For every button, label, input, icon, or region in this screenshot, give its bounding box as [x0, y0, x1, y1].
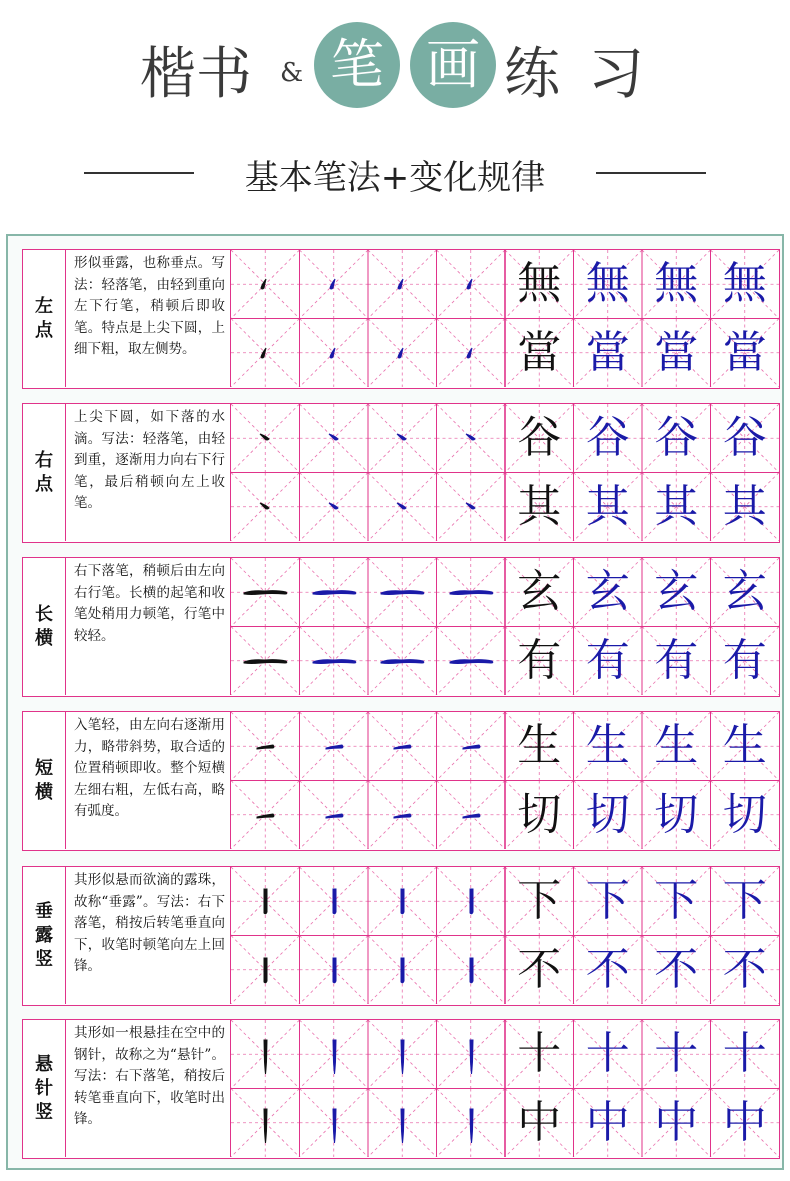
subtitle-bar — [0, 148, 790, 198]
stroke-name-char: 横 — [35, 781, 53, 803]
stroke-name — [23, 558, 66, 695]
stroke-section — [22, 711, 780, 851]
example-character: 其 — [722, 480, 767, 532]
example-character: 十 — [722, 1028, 767, 1080]
example-character: 當 — [654, 326, 699, 378]
stroke-section — [22, 403, 780, 543]
stroke-name — [23, 404, 66, 541]
example-character: 當 — [517, 326, 562, 378]
stroke-name-char: 针 — [35, 1077, 53, 1099]
stroke-name — [23, 867, 66, 1004]
example-character: 玄 — [654, 566, 699, 618]
mi-grid — [231, 250, 779, 387]
stroke-description: 其形似悬而欲滴的露珠，故称“垂露”。写法：右下落笔，稍按后转笔垂直向下，收笔时顿笔向左上回锋。 — [65, 867, 231, 1004]
stroke-description: 右下落笔，稍顿后由左向右行笔。长横的起笔和收笔处稍用力顿笔，行笔中较轻。 — [65, 558, 231, 695]
example-character: 玄 — [722, 566, 767, 618]
example-character: 下 — [517, 875, 562, 927]
example-character: 有 — [585, 634, 630, 686]
example-character: 生 — [722, 720, 767, 772]
example-character: 切 — [654, 788, 699, 840]
example-character: 谷 — [722, 412, 767, 464]
title-xi: 习 — [588, 42, 644, 107]
stroke-name-char: 露 — [35, 924, 53, 946]
title-circle-hua: 画 — [410, 22, 496, 108]
example-character: 無 — [654, 258, 699, 310]
example-character: 無 — [585, 258, 630, 310]
example-character: 生 — [654, 720, 699, 772]
example-character: 十 — [517, 1028, 562, 1080]
stroke-name-char: 长 — [35, 603, 53, 625]
example-character: 其 — [654, 480, 699, 532]
example-character: 谷 — [585, 412, 630, 464]
stroke-name-char: 竖 — [35, 948, 53, 970]
example-character: 不 — [654, 943, 699, 995]
stroke-section — [22, 1019, 780, 1159]
subtitle-right-rule — [596, 172, 706, 174]
example-character: 當 — [722, 326, 767, 378]
example-character: 中 — [722, 1096, 767, 1148]
page-title — [0, 22, 790, 112]
mi-grid — [231, 404, 779, 541]
stroke-name — [23, 712, 66, 849]
subtitle-text: 基本笔法+变化规律 — [244, 158, 546, 198]
example-character: 其 — [517, 480, 562, 532]
stroke-name-char: 左 — [35, 295, 53, 317]
stroke-name-char: 垂 — [35, 900, 53, 922]
example-character: 下 — [722, 875, 767, 927]
example-character: 中 — [517, 1096, 562, 1148]
example-character: 谷 — [517, 412, 562, 464]
example-character: 中 — [585, 1096, 630, 1148]
example-character: 十 — [585, 1028, 630, 1080]
example-character: 切 — [585, 788, 630, 840]
stroke-description: 其形如一根悬挂在空中的钢针，故称之为“悬针”。写法：右下落笔，稍按后转笔垂直向下，收笔时出锋。 — [65, 1020, 231, 1157]
stroke-description: 上尖下圆，如下落的水滴。写法：轻落笔，由轻到重，逐渐用力向右下行笔，最后稍顿向左上收笔。 — [65, 404, 231, 541]
mi-grid — [231, 1020, 779, 1157]
stroke-description: 形似垂露，也称垂点。写法：轻落笔，由轻到重向左下行笔，稍顿后即收笔。特点是上尖下圆，上细下粗，取左侧势。 — [65, 250, 231, 387]
example-character: 不 — [722, 943, 767, 995]
stroke-name-char: 点 — [35, 473, 53, 495]
stroke-name — [23, 1020, 66, 1157]
stroke-section — [22, 557, 780, 697]
stroke-name-char: 横 — [35, 627, 53, 649]
example-character: 有 — [517, 634, 562, 686]
example-character: 下 — [654, 875, 699, 927]
title-circle-bi: 笔 — [314, 22, 400, 108]
subtitle-left-rule — [84, 172, 194, 174]
example-character: 谷 — [654, 412, 699, 464]
stroke-name-char: 竖 — [35, 1101, 53, 1123]
example-character: 有 — [654, 634, 699, 686]
practice-sheet — [6, 234, 784, 1170]
example-character: 無 — [517, 258, 562, 310]
example-character: 當 — [585, 326, 630, 378]
example-character: 十 — [654, 1028, 699, 1080]
title-kaishu: 楷书 — [140, 42, 252, 107]
stroke-name — [23, 250, 66, 387]
stroke-name-char: 悬 — [35, 1053, 53, 1075]
stroke-name-char: 短 — [35, 757, 53, 779]
title-lian: 练 — [504, 42, 560, 107]
example-character: 無 — [722, 258, 767, 310]
example-character: 生 — [517, 720, 562, 772]
stroke-section — [22, 249, 780, 389]
example-character: 有 — [722, 634, 767, 686]
example-character: 切 — [517, 788, 562, 840]
mi-grid — [231, 867, 779, 1004]
stroke-name-char: 右 — [35, 449, 53, 471]
example-character: 不 — [585, 943, 630, 995]
example-character: 中 — [654, 1096, 699, 1148]
example-character: 生 — [585, 720, 630, 772]
example-character: 玄 — [585, 566, 630, 618]
example-character: 玄 — [517, 566, 562, 618]
example-character: 其 — [585, 480, 630, 532]
mi-grid — [231, 558, 779, 695]
stroke-name-char: 点 — [35, 319, 53, 341]
example-character: 切 — [722, 788, 767, 840]
title-ampersand: & — [280, 58, 304, 88]
mi-grid — [231, 712, 779, 849]
example-character: 下 — [585, 875, 630, 927]
stroke-description: 入笔轻，由左向右逐渐用力，略带斜势，取合适的位置稍顿即收。整个短横左细右粗，左低右高，略有弧度。 — [65, 712, 231, 849]
stroke-section — [22, 866, 780, 1006]
example-character: 不 — [517, 943, 562, 995]
